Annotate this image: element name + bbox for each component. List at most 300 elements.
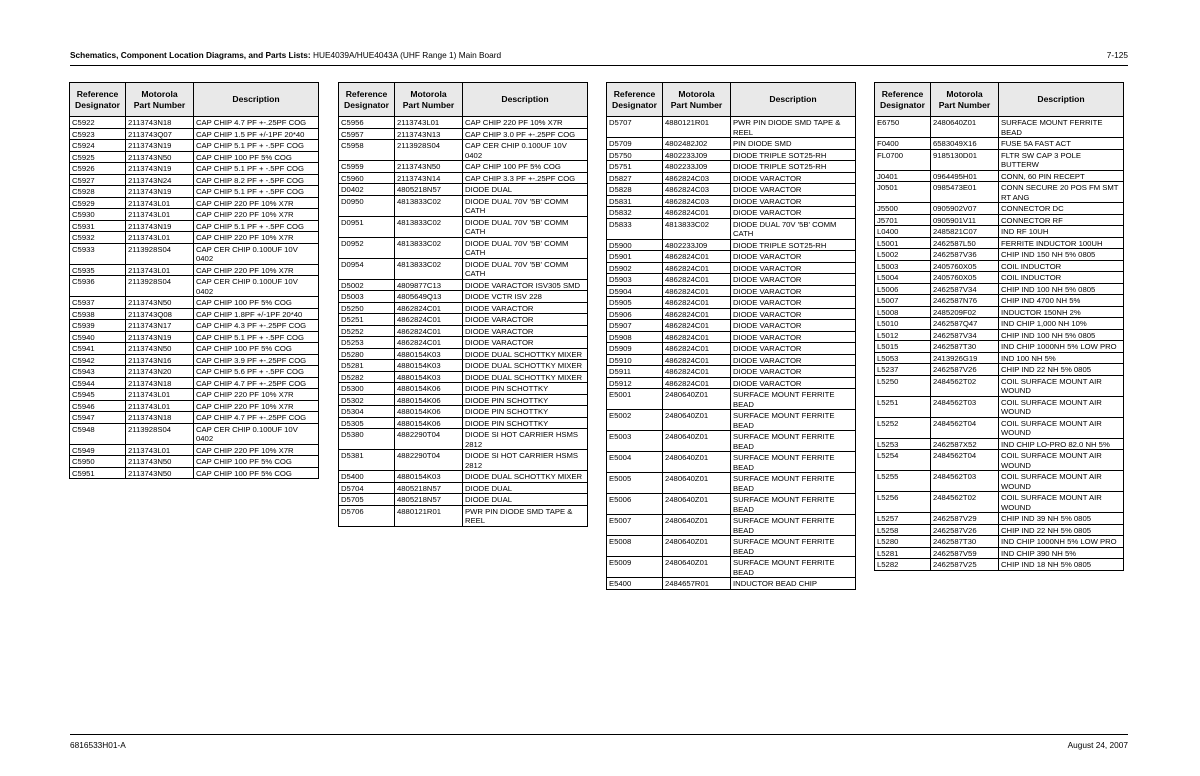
parts-table-body [339, 117, 588, 527]
table-row [875, 260, 1124, 272]
part-number-cell: 2113743N20 [126, 366, 194, 378]
description-cell: CONNECTOR RF [999, 214, 1124, 226]
part-number-cell: 4802233J09 [663, 161, 731, 173]
description-cell: INDUCTOR BEAD CHIP [731, 578, 856, 590]
description-cell: COIL SURFACE MOUNT AIR WOUND [999, 417, 1124, 438]
description-cell: COIL SURFACE MOUNT AIR WOUND [999, 375, 1124, 396]
part-number-cell: 2462587V59 [931, 547, 999, 559]
table-row [70, 232, 319, 244]
description-cell: CAP CHIP 5.1 PF + -.5PF COG [194, 220, 319, 232]
table-row [875, 524, 1124, 536]
part-number-cell: 2113743L01 [126, 209, 194, 221]
part-number-cell: 2113743N50 [126, 151, 194, 163]
reference-designator-cell: L5257 [875, 513, 931, 525]
description-cell: DIODE VARACTOR [463, 337, 588, 349]
description-cell: CONN SECURE 20 POS FM SMT RT ANG [999, 182, 1124, 203]
reference-designator-cell: C5957 [339, 128, 395, 140]
reference-designator-cell: C5922 [70, 117, 126, 129]
reference-designator-cell: D5904 [607, 285, 663, 297]
part-number-cell: 2462587V29 [931, 513, 999, 525]
table-row [875, 536, 1124, 548]
part-number-cell: 4862824C01 [395, 302, 463, 314]
reference-designator-cell: D5750 [607, 149, 663, 161]
description-cell: DIODE DUAL 70V '5B' COMM CATH [731, 218, 856, 239]
part-number-cell: 2413926G19 [931, 352, 999, 364]
part-number-cell: 2113743L01 [126, 197, 194, 209]
table-row [70, 128, 319, 140]
part-number-cell: 2484562T04 [931, 450, 999, 471]
description-cell: DIODE VARACTOR [731, 308, 856, 320]
part-number-cell: 4880154K06 [395, 406, 463, 418]
reference-designator-cell: L5252 [875, 417, 931, 438]
reference-designator-cell: E6750 [875, 117, 931, 138]
description-cell: DIODE VARACTOR [731, 377, 856, 389]
table-row [875, 341, 1124, 353]
table-row [875, 149, 1124, 170]
description-cell: CHIP IND 18 NH 5% 0805 [999, 559, 1124, 571]
table-row [607, 494, 856, 515]
part-number-cell: 4880154K03 [395, 471, 463, 483]
description-cell: FERRITE INDUCTOR 100UH [999, 237, 1124, 249]
description-cell: DIODE TRIPLE SOT25-RH [731, 149, 856, 161]
table-row [339, 279, 588, 291]
part-number-cell: 2113743N50 [126, 297, 194, 309]
header-reference-designator: Reference Designator [70, 83, 126, 117]
reference-designator-cell: J5500 [875, 203, 931, 215]
header-part-number: Motorola Part Number [395, 83, 463, 117]
reference-designator-cell: C5944 [70, 377, 126, 389]
part-number-cell: 2462587V26 [931, 364, 999, 376]
description-cell: CAP CHIP 5.1 PF + -.5PF COG [194, 186, 319, 198]
description-cell: CAP CHIP 4.7 PF +-.25PF COG [194, 117, 319, 129]
table-row [339, 172, 588, 184]
description-cell: DIODE VARACTOR ISV305 SMD [463, 279, 588, 291]
table-row [607, 262, 856, 274]
table-row [875, 559, 1124, 571]
table-row [607, 377, 856, 389]
table-row [70, 320, 319, 332]
parts-table [69, 82, 319, 479]
header-reference-designator: Reference Designator [339, 83, 395, 117]
part-number-cell: 2462587V25 [931, 559, 999, 571]
part-number-cell: 4862824C01 [663, 262, 731, 274]
table-row [70, 377, 319, 389]
reference-designator-cell: C5956 [339, 117, 395, 129]
part-number-cell: 4862824C01 [663, 274, 731, 286]
table-row [607, 149, 856, 161]
table-row [607, 354, 856, 366]
description-cell: DIODE VARACTOR [463, 314, 588, 326]
table-row [607, 239, 856, 251]
part-number-cell: 2113743L01 [395, 117, 463, 129]
part-number-cell: 2113743N16 [126, 354, 194, 366]
part-number-cell: 4880154K03 [395, 360, 463, 372]
table-row [875, 492, 1124, 513]
table-row [70, 174, 319, 186]
table-row [339, 161, 588, 173]
description-cell: SURFACE MOUNT FERRITE BEAD [731, 515, 856, 536]
description-cell: DIODE VARACTOR [731, 195, 856, 207]
part-number-cell: 4862824C01 [395, 325, 463, 337]
part-number-cell: 2113743N19 [126, 186, 194, 198]
header-part-number: Motorola Part Number [663, 83, 731, 117]
part-number-cell: 2113743N50 [395, 161, 463, 173]
part-number-cell: 2113743L01 [126, 444, 194, 456]
table-row [875, 226, 1124, 238]
table-row [339, 314, 588, 326]
table-row [339, 360, 588, 372]
description-cell: COIL INDUCTOR [999, 260, 1124, 272]
part-number-cell: 4882290T04 [395, 429, 463, 450]
table-row [70, 276, 319, 297]
reference-designator-cell: D0950 [339, 195, 395, 216]
reference-designator-cell: L5256 [875, 492, 931, 513]
part-number-cell: 2462587N76 [931, 295, 999, 307]
part-number-cell: 4880154K06 [395, 394, 463, 406]
table-row [875, 396, 1124, 417]
table-row [875, 352, 1124, 364]
part-number-cell: 2462587Q47 [931, 318, 999, 330]
description-cell: CHIP IND 100 NH 5% 0805 [999, 283, 1124, 295]
description-cell: DIODE VARACTOR [463, 302, 588, 314]
reference-designator-cell: D5907 [607, 320, 663, 332]
header-rule [70, 65, 1128, 66]
reference-designator-cell: E5008 [607, 536, 663, 557]
part-number-cell: 4862824C01 [663, 251, 731, 263]
table-row [339, 417, 588, 429]
description-cell: DIODE TRIPLE SOT25-RH [731, 161, 856, 173]
description-cell: DIODE VARACTOR [731, 207, 856, 219]
reference-designator-cell: D5832 [607, 207, 663, 219]
header-title-rest: HUE4039A/HUE4043A (UHF Range 1) Main Board [310, 50, 502, 60]
reference-designator-cell: D5901 [607, 251, 663, 263]
reference-designator-cell: C5927 [70, 174, 126, 186]
reference-designator-cell: E5400 [607, 578, 663, 590]
part-number-cell: 2480640Z01 [663, 389, 731, 410]
part-number-cell: 4862824C03 [663, 172, 731, 184]
part-number-cell: 2113928S04 [126, 243, 194, 264]
reference-designator-cell: C5928 [70, 186, 126, 198]
description-cell: DIODE VCTR ISV 228 [463, 291, 588, 303]
part-number-cell: 2113743N19 [126, 163, 194, 175]
part-number-cell: 2113928S04 [126, 423, 194, 444]
description-cell: DIODE TRIPLE SOT25-RH [731, 239, 856, 251]
reference-designator-cell: C5951 [70, 467, 126, 479]
description-cell: PWR PIN DIODE SMD TAPE & REEL [463, 505, 588, 526]
description-cell: CAP CHIP 4.3 PF +-.25PF COG [194, 320, 319, 332]
parts-table [874, 82, 1124, 571]
reference-designator-cell: D5906 [607, 308, 663, 320]
reference-designator-cell: C5949 [70, 444, 126, 456]
reference-designator-cell: D0951 [339, 216, 395, 237]
table-row [607, 452, 856, 473]
description-cell: CAP CHIP 100 PF 5% COG [194, 467, 319, 479]
reference-designator-cell: E5004 [607, 452, 663, 473]
description-cell: DIODE VARACTOR [731, 320, 856, 332]
description-cell: CAP CHIP 8.2 PF + -.5PF COG [194, 174, 319, 186]
part-number-cell: 4802233J09 [663, 239, 731, 251]
part-number-cell: 2484562T03 [931, 471, 999, 492]
table-row [607, 343, 856, 355]
table-row [70, 389, 319, 401]
reference-designator-cell: D5281 [339, 360, 395, 372]
description-cell: PIN DIODE SMD [731, 138, 856, 150]
table-row [607, 431, 856, 452]
header-description: Description [731, 83, 856, 117]
reference-designator-cell: L5258 [875, 524, 931, 536]
part-number-cell: 4880154K06 [395, 417, 463, 429]
part-number-cell: 4813833C02 [395, 216, 463, 237]
table-row [70, 308, 319, 320]
table-row [607, 536, 856, 557]
table-row [339, 494, 588, 506]
table-row [339, 195, 588, 216]
table-row [70, 444, 319, 456]
description-cell: CAP CHIP 220 PF 10% X7R [194, 389, 319, 401]
table-row [875, 170, 1124, 182]
table-row [339, 505, 588, 526]
reference-designator-cell: D0952 [339, 237, 395, 258]
parts-column-4 [874, 82, 1123, 571]
description-cell: CAP CHIP 220 PF 10% X7R [194, 232, 319, 244]
part-number-cell: 2462587V26 [931, 524, 999, 536]
table-row [70, 456, 319, 468]
table-row [875, 283, 1124, 295]
table-row [339, 117, 588, 129]
table-row [339, 184, 588, 196]
part-number-cell: 2480640Z01 [931, 117, 999, 138]
reference-designator-cell: C5924 [70, 140, 126, 152]
reference-designator-cell: L0400 [875, 226, 931, 238]
parts-table-body [875, 117, 1124, 571]
table-row [607, 389, 856, 410]
reference-designator-cell: L5008 [875, 306, 931, 318]
reference-designator-cell: L5015 [875, 341, 931, 353]
reference-designator-cell: E5007 [607, 515, 663, 536]
description-cell: SURFACE MOUNT FERRITE BEAD [731, 536, 856, 557]
part-number-cell: 2462587V34 [931, 329, 999, 341]
description-cell: CAP CHIP 5.6 PF + -.5PF COG [194, 366, 319, 378]
table-row [607, 195, 856, 207]
description-cell: DIODE DUAL 70V '5B' COMM CATH [463, 237, 588, 258]
reference-designator-cell: L5255 [875, 471, 931, 492]
reference-designator-cell: D5900 [607, 239, 663, 251]
table-row [607, 515, 856, 536]
part-number-cell: 2480640Z01 [663, 473, 731, 494]
reference-designator-cell: D5910 [607, 354, 663, 366]
reference-designator-cell: D5912 [607, 377, 663, 389]
part-number-cell: 0985473E01 [931, 182, 999, 203]
description-cell: DIODE DUAL [463, 494, 588, 506]
reference-designator-cell: D5911 [607, 366, 663, 378]
reference-designator-cell: C5959 [339, 161, 395, 173]
reference-designator-cell: D5302 [339, 394, 395, 406]
table-row [607, 218, 856, 239]
table-row [339, 291, 588, 303]
reference-designator-cell: L5003 [875, 260, 931, 272]
description-cell: CAP CHIP 5.1 PF + -.5PF COG [194, 331, 319, 343]
table-row [339, 450, 588, 471]
description-cell: CHIP IND 4700 NH 5% [999, 295, 1124, 307]
part-number-cell: 2480640Z01 [663, 536, 731, 557]
table-row [70, 354, 319, 366]
page-number: 7-125 [1106, 50, 1128, 60]
table-row [607, 161, 856, 173]
table-header-row [607, 83, 856, 117]
reference-designator-cell: C5933 [70, 243, 126, 264]
table-row [70, 117, 319, 129]
description-cell: CHIP IND 22 NH 5% 0805 [999, 364, 1124, 376]
description-cell: IND CHIP 390 NH 5% [999, 547, 1124, 559]
part-number-cell: 2462587V34 [931, 283, 999, 295]
description-cell: DIODE VARACTOR [731, 184, 856, 196]
reference-designator-cell: C5958 [339, 140, 395, 161]
reference-designator-cell: D5003 [339, 291, 395, 303]
description-cell: CAP CHIP 220 PF 10% X7R [194, 264, 319, 276]
part-number-cell: 2113928S04 [395, 140, 463, 161]
header-part-number: Motorola Part Number [126, 83, 194, 117]
description-cell: CAP CER CHIP 0.100UF 10V 0402 [463, 140, 588, 161]
part-number-cell: 0905901V11 [931, 214, 999, 226]
description-cell: CAP CHIP 100 PF 5% COG [194, 297, 319, 309]
description-cell: COIL SURFACE MOUNT AIR WOUND [999, 492, 1124, 513]
description-cell: DIODE SI HOT CARRIER HSMS 2812 [463, 450, 588, 471]
reference-designator-cell: C5942 [70, 354, 126, 366]
table-row [875, 450, 1124, 471]
table-row [875, 471, 1124, 492]
part-number-cell: 2113743N50 [126, 467, 194, 479]
parts-table-body [70, 117, 319, 479]
description-cell: SURFACE MOUNT FERRITE BEAD [731, 473, 856, 494]
part-number-cell: 4809877C13 [395, 279, 463, 291]
table-row [607, 557, 856, 578]
parts-table [606, 82, 856, 590]
reference-designator-cell: D5705 [339, 494, 395, 506]
table-row [70, 412, 319, 424]
description-cell: CONNECTOR DC [999, 203, 1124, 215]
reference-designator-cell: L5001 [875, 237, 931, 249]
table-row [70, 467, 319, 479]
part-number-cell: 4805218N57 [395, 482, 463, 494]
table-row [70, 297, 319, 309]
reference-designator-cell: C5932 [70, 232, 126, 244]
part-number-cell: 2113743N18 [126, 117, 194, 129]
table-row [339, 258, 588, 279]
part-number-cell: 2462587L50 [931, 237, 999, 249]
table-row [607, 297, 856, 309]
table-header-row [70, 83, 319, 117]
table-row [70, 400, 319, 412]
description-cell: CHIP IND 150 NH 5% 0805 [999, 249, 1124, 261]
reference-designator-cell: D5381 [339, 450, 395, 471]
table-row [70, 264, 319, 276]
description-cell: DIODE VARACTOR [463, 325, 588, 337]
parts-table [338, 82, 588, 527]
description-cell: COIL SURFACE MOUNT AIR WOUND [999, 471, 1124, 492]
table-row [607, 308, 856, 320]
part-number-cell: 2484657R01 [663, 578, 731, 590]
reference-designator-cell: E5001 [607, 389, 663, 410]
reference-designator-cell: L5282 [875, 559, 931, 571]
description-cell: SURFACE MOUNT FERRITE BEAD [731, 452, 856, 473]
description-cell: CAP CHIP 100 PF 5% COG [463, 161, 588, 173]
part-number-cell: 0905902V07 [931, 203, 999, 215]
reference-designator-cell: C5925 [70, 151, 126, 163]
table-row [70, 197, 319, 209]
table-row [70, 343, 319, 355]
parts-column-3 [606, 82, 855, 590]
part-number-cell: 2484562T03 [931, 396, 999, 417]
reference-designator-cell: D5831 [607, 195, 663, 207]
reference-designator-cell: C5940 [70, 331, 126, 343]
description-cell: CAP CHIP 100 PF 5% COG [194, 151, 319, 163]
reference-designator-cell: E5003 [607, 431, 663, 452]
part-number-cell: 2485209F02 [931, 306, 999, 318]
description-cell: DIODE DUAL SCHOTTKY MIXER [463, 348, 588, 360]
table-row [339, 128, 588, 140]
description-cell: DIODE DUAL 70V '5B' COMM CATH [463, 258, 588, 279]
part-number-cell: 4862824C01 [663, 297, 731, 309]
table-row [70, 163, 319, 175]
reference-designator-cell: L5006 [875, 283, 931, 295]
part-number-cell: 2405760X05 [931, 260, 999, 272]
description-cell: DIODE VARACTOR [731, 251, 856, 263]
description-cell: IND 100 NH 5% [999, 352, 1124, 364]
part-number-cell: 2113743N50 [126, 456, 194, 468]
description-cell: CAP CHIP 3.3 PF +-.25PF COG [463, 172, 588, 184]
reference-designator-cell: E5002 [607, 410, 663, 431]
reference-designator-cell: C5947 [70, 412, 126, 424]
table-row [339, 371, 588, 383]
part-number-cell: 4880121R01 [663, 117, 731, 138]
description-cell: DIODE DUAL [463, 184, 588, 196]
reference-designator-cell: C5936 [70, 276, 126, 297]
table-row [70, 243, 319, 264]
reference-designator-cell: C5946 [70, 400, 126, 412]
part-number-cell: 4862824C01 [663, 354, 731, 366]
part-number-cell: 6583049X16 [931, 138, 999, 150]
reference-designator-cell: D5833 [607, 218, 663, 239]
description-cell: IND CHIP 1000NH 5% LOW PRO [999, 341, 1124, 353]
document-date: August 24, 2007 [1067, 740, 1128, 750]
description-cell: CAP CHIP 3.0 PF +-.25PF COG [463, 128, 588, 140]
reference-designator-cell: C5929 [70, 197, 126, 209]
description-cell: COIL INDUCTOR [999, 272, 1124, 284]
part-number-cell: 2113743L01 [126, 264, 194, 276]
part-number-cell: 2113743Q08 [126, 308, 194, 320]
description-cell: CAP CHIP 220 PF 10% X7R [194, 400, 319, 412]
table-row [339, 429, 588, 450]
table-row [607, 274, 856, 286]
reference-designator-cell: L5251 [875, 396, 931, 417]
reference-designator-cell: C5960 [339, 172, 395, 184]
table-row [875, 272, 1124, 284]
part-number-cell: 4813833C02 [395, 237, 463, 258]
description-cell: CONN, 60 PIN RECEPT [999, 170, 1124, 182]
description-cell: DIODE VARACTOR [731, 343, 856, 355]
header-description: Description [194, 83, 319, 117]
table-row [70, 366, 319, 378]
table-row [875, 375, 1124, 396]
reference-designator-cell: D5905 [607, 297, 663, 309]
description-cell: CAP CER CHIP 0.100UF 10V 0402 [194, 423, 319, 444]
reference-designator-cell: D5827 [607, 172, 663, 184]
description-cell: DIODE PIN SCHOTTKY [463, 417, 588, 429]
description-cell: CHIP IND 39 NH 5% 0805 [999, 513, 1124, 525]
part-number-cell: 4862824C01 [663, 377, 731, 389]
description-cell: SURFACE MOUNT FERRITE BEAD [731, 494, 856, 515]
description-cell: CAP CHIP 220 PF 10% X7R [194, 197, 319, 209]
